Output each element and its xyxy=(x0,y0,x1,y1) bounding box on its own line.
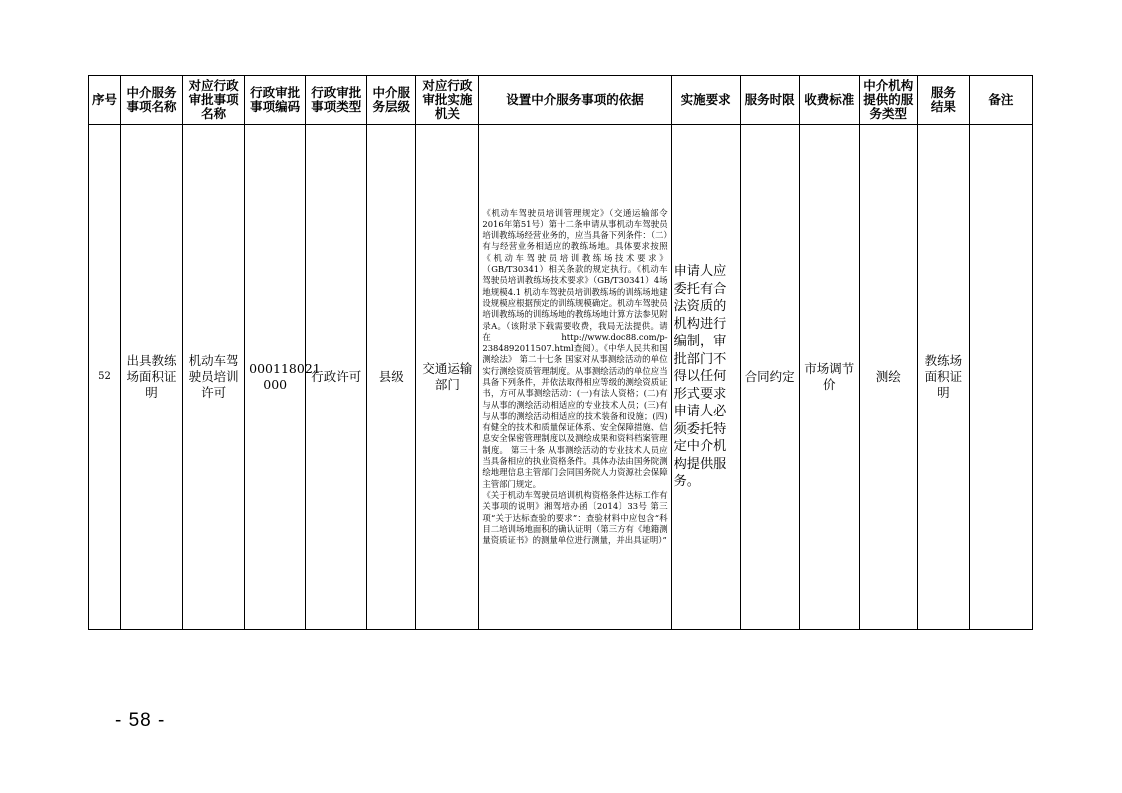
header-approval-type: 行政审批 事项类型 xyxy=(306,76,367,125)
cell-seq: 52 xyxy=(89,125,121,630)
header-authority: 对应行政 审批实施 机关 xyxy=(416,76,479,125)
cell-remark xyxy=(969,125,1032,630)
cell-approval-type: 行政许可 xyxy=(306,125,367,630)
cell-fee: 市场调节 价 xyxy=(799,125,859,630)
cell-requirement: 申请人应委托有合法资质的机构进行编制，审批部门不得以任何形式要求申请人必须委托特定中介机构提供服务。 xyxy=(671,125,740,630)
cell-result: 教练场 面积证 明 xyxy=(917,125,969,630)
header-approval-name: 对应行政 审批事项 名称 xyxy=(183,76,245,125)
service-items-table xyxy=(88,75,1033,630)
header-service-name: 中介服务 事项名称 xyxy=(121,76,183,125)
cell-service-name: 出具教练 场面积证 明 xyxy=(121,125,183,630)
cell-approval-name: 机动车驾 驶员培训 许可 xyxy=(183,125,245,630)
header-service-level: 中介服 务层级 xyxy=(367,76,416,125)
cell-service-type: 测绘 xyxy=(859,125,917,630)
table-row xyxy=(89,125,1033,630)
cell-approval-code: 000118021 000 xyxy=(245,125,306,630)
header-fee: 收费标准 xyxy=(799,76,859,125)
header-approval-code: 行政审批 事项编码 xyxy=(245,76,306,125)
cell-service-level: 县级 xyxy=(367,125,416,630)
cell-authority: 交通运输 部门 xyxy=(416,125,479,630)
header-time-limit: 服务时限 xyxy=(740,76,799,125)
header-requirement: 实施要求 xyxy=(671,76,740,125)
cell-time-limit: 合同约定 xyxy=(740,125,799,630)
cell-basis: 《机动车驾驶员培训管理规定》（交通运输部令2016年第51号）第十二条申请从事机动车驾驶员培训教练场经营业务的，应当具备下列条件：（二）有与经营业务相适应的教练场地。具体要求按照《机动车驾驶员培训教练场技术要求》（GB/T30341）相关条款的规定执行。《机动车驾驶员培训教练场技术要求》（GB/T30341）4场地规模4.1 机动车驾驶员培训教练场的训练场地建设规模应根据预定的训练规模确定。机动车驾驶员培训教练场的训练场地的教练场地计算方法参见附录A。（该附录下载需要收费，我局无法提供。请在http://www.doc88.com/p-2384892011507.html查阅）。《中华人民共和国测绘法》 第二十七条 国家对从事测绘活动的单位实行测绘资质管理制度。从事测绘活动的单位应当具备下列条件，并依法取得相应等级的测绘资质证书，方可从事测绘活动：(一)有法人资格；(二)有与从事的测绘活动相适应的专业技术人员；(三)有与从事的测绘活动相适应的技术装备和设施；(四)有健全的技术和质量保证体系、安全保障措施、信息安全保密管理制度以及测绘成果和资料档案管理制度。 第三十条 从事测绘活动的专业技术人员应当具备相应的执业资格条件。具体办法由国务院测绘地理信息主管部门会同国务院人力资源社会保障主管部门规定。 《关于机动车驾驶员培训机构资格条件达标工作有关事项的说明》湘驾培办函〔2014〕33号 第三项“关于达标查验的要求”：查验材料中应包含“科目二培训场地面积的确认证明（第三方有《地籍测量资质证书》的测量单位进行测量，并出具证明）” xyxy=(479,125,671,630)
header-seq: 序号 xyxy=(89,76,121,125)
page-number: - 58 - xyxy=(115,710,166,731)
header-basis: 设置中介服务事项的依据 xyxy=(479,76,671,125)
header-service-type: 中介机构 提供的服 务类型 xyxy=(859,76,917,125)
header-remark: 备注 xyxy=(969,76,1032,125)
header-result: 服务 结果 xyxy=(917,76,969,125)
header-row xyxy=(89,76,1033,125)
